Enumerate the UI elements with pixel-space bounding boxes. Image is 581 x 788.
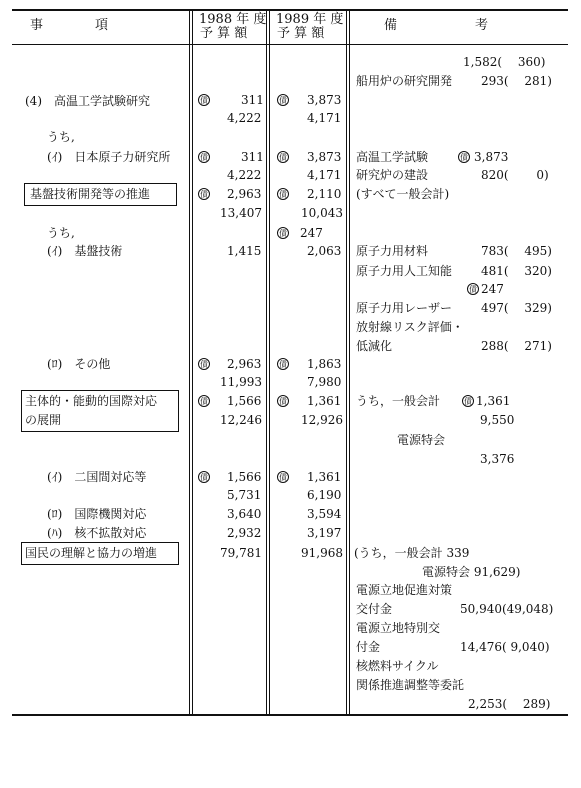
fy1988-value: 1,566 [227,470,262,484]
remark-value: 3,873 [474,150,509,164]
column-divider-3a [346,9,347,715]
column-divider-1b [192,9,193,715]
top-rule [12,9,568,11]
remark-text: 電源特会 [397,433,446,447]
fy1988-value: 12,246 [220,413,262,427]
fy1989-value: 3,594 [307,507,342,521]
column-divider-1a [189,9,190,715]
remark-text: (すべて一般会計) [356,187,450,201]
remark-text: 付金 [356,640,381,654]
header-rule [12,44,568,45]
bond-mark-icon: 債 [464,397,472,406]
remark-value: 1,361 [476,394,511,408]
remark-text: 交付金 [356,602,393,616]
fy1988-value: 2,963 [227,187,262,201]
remark-text: 電源立地促進対策 [356,583,453,597]
fy1989-value: 1,361 [307,394,342,408]
remark-text: 原子力用材料 [356,244,429,258]
remark-value: 288( 271) [481,339,552,353]
fy1989-value: 3,873 [307,150,342,164]
item-label: (ｲ) 二国間対応等 [47,470,147,484]
bond-mark-icon: 債 [200,473,208,482]
remark-text: 電源特会 91,629) [422,565,521,579]
item-label: (ｲ) 日本原子力研究所 [47,150,171,164]
remark-text: 研究炉の建設 [356,168,429,182]
fy1989-value: 1,863 [307,357,342,371]
column-divider-3b [349,9,350,715]
header-fy1989-label: 予 算 額 [277,26,325,41]
fy1989-value: 4,171 [307,168,342,182]
remark-value: 50,940(49,048) [460,602,554,616]
header-fy1989-year: 1989 年 度 [276,12,344,27]
header-fy1988-year: 1988 年 度 [199,12,267,27]
bond-mark-icon: 債 [469,285,477,294]
header-item: 事 項 [30,18,109,33]
fy1989-value: 247 [300,226,323,240]
fy1989-value: 6,190 [307,488,342,502]
bond-mark-icon: 債 [200,153,208,162]
section-title: の展開 [25,413,62,427]
column-divider-2b [269,9,270,715]
remark-value: 783( 495) [481,244,552,258]
fy1988-value: 1,415 [227,244,262,258]
bond-mark-icon: 債 [279,96,287,105]
fy1989-value: 91,968 [301,546,343,560]
remark-text: 原子力用レーザー [356,301,453,315]
bond-mark-icon: 債 [279,360,287,369]
item-label: (4) 高温工学試験研究 [25,94,150,108]
bond-mark-icon: 債 [200,360,208,369]
fy1988-value: 4,222 [227,111,262,125]
remark-text: うち，一般会計 [356,394,441,408]
remark-text: 放射線リスク評価・ [356,320,464,334]
bond-mark-icon: 債 [279,190,287,199]
bond-mark-icon: 債 [200,96,208,105]
bond-mark-icon: 債 [279,397,287,406]
header-fy1988-label: 予 算 額 [200,26,248,41]
remark-value: 497( 329) [481,301,552,315]
remark-value: 9,550 [480,413,515,427]
header-remarks: 備 考 [384,18,489,33]
remark-text: 原子力用人工知能 [356,264,453,278]
fy1988-value: 2,932 [227,526,262,540]
fy1989-value: 7,980 [307,375,342,389]
fy1988-value: 11,993 [220,375,262,389]
section-title: 主体的・能動的国際対応 [25,394,158,408]
column-divider-2a [266,9,267,715]
bottom-rule [12,714,568,716]
item-label: (ﾛ) 国際機関対応 [47,507,147,521]
fy1989-value: 2,110 [307,187,342,201]
item-label: (ｲ) 基盤技術 [47,244,123,258]
remark-value: 481( 320) [481,264,552,278]
bond-mark-icon: 債 [279,229,287,238]
fy1988-value: 2,963 [227,357,262,371]
section-title: 国民の理解と協力の増進 [25,546,158,560]
remark-text: (うち，一般会計 339 [354,546,470,560]
remark-value: 3,376 [480,452,515,466]
fy1988-value: 13,407 [220,206,262,220]
fy1988-value: 311 [241,93,264,107]
fy1989-value: 1,361 [307,470,342,484]
item-label: (ﾊ) 核不拡散対応 [47,526,147,540]
fy1989-value: 12,926 [301,413,343,427]
item-label: うち, [47,130,75,144]
bond-mark-icon: 債 [460,153,468,162]
remark-text: 関係推進調整等委託 [356,678,465,692]
remark-text: 電源立地特別交 [356,621,441,635]
fy1988-value: 5,731 [227,488,262,502]
fy1988-value: 1,566 [227,394,262,408]
fy1988-value: 3,640 [227,507,262,521]
item-label: うち, [47,226,75,240]
bond-mark-icon: 債 [200,190,208,199]
fy1989-value: 2,063 [307,244,342,258]
fy1989-value: 4,171 [307,111,342,125]
fy1988-value: 4,222 [227,168,262,182]
bond-mark-icon: 債 [200,397,208,406]
fy1989-value: 3,873 [307,93,342,107]
remark-value: 820( 0) [481,168,549,182]
fy1989-value: 10,043 [301,206,343,220]
fy1988-value: 79,781 [220,546,262,560]
item-label: (ﾛ) その他 [47,357,111,371]
section-title: 基盤技術開発等の推進 [30,187,151,201]
remark-value: 247 [481,282,504,296]
remark-value: 14,476( 9,040) [460,640,550,654]
bond-mark-icon: 債 [279,473,287,482]
remark-text: 船用炉の研究開発 [356,74,453,88]
bond-mark-icon: 債 [279,153,287,162]
remark-text: 1,582( 360) [463,55,546,69]
remark-text: 核燃料サイクル [356,659,439,673]
remark-text: 高温工学試験 [356,150,429,164]
remark-text: 293( 281) [481,74,552,88]
fy1988-value: 311 [241,150,264,164]
remark-value: 2,253( 289) [468,697,551,711]
fy1989-value: 3,197 [307,526,342,540]
remark-text: 低減化 [356,339,393,353]
